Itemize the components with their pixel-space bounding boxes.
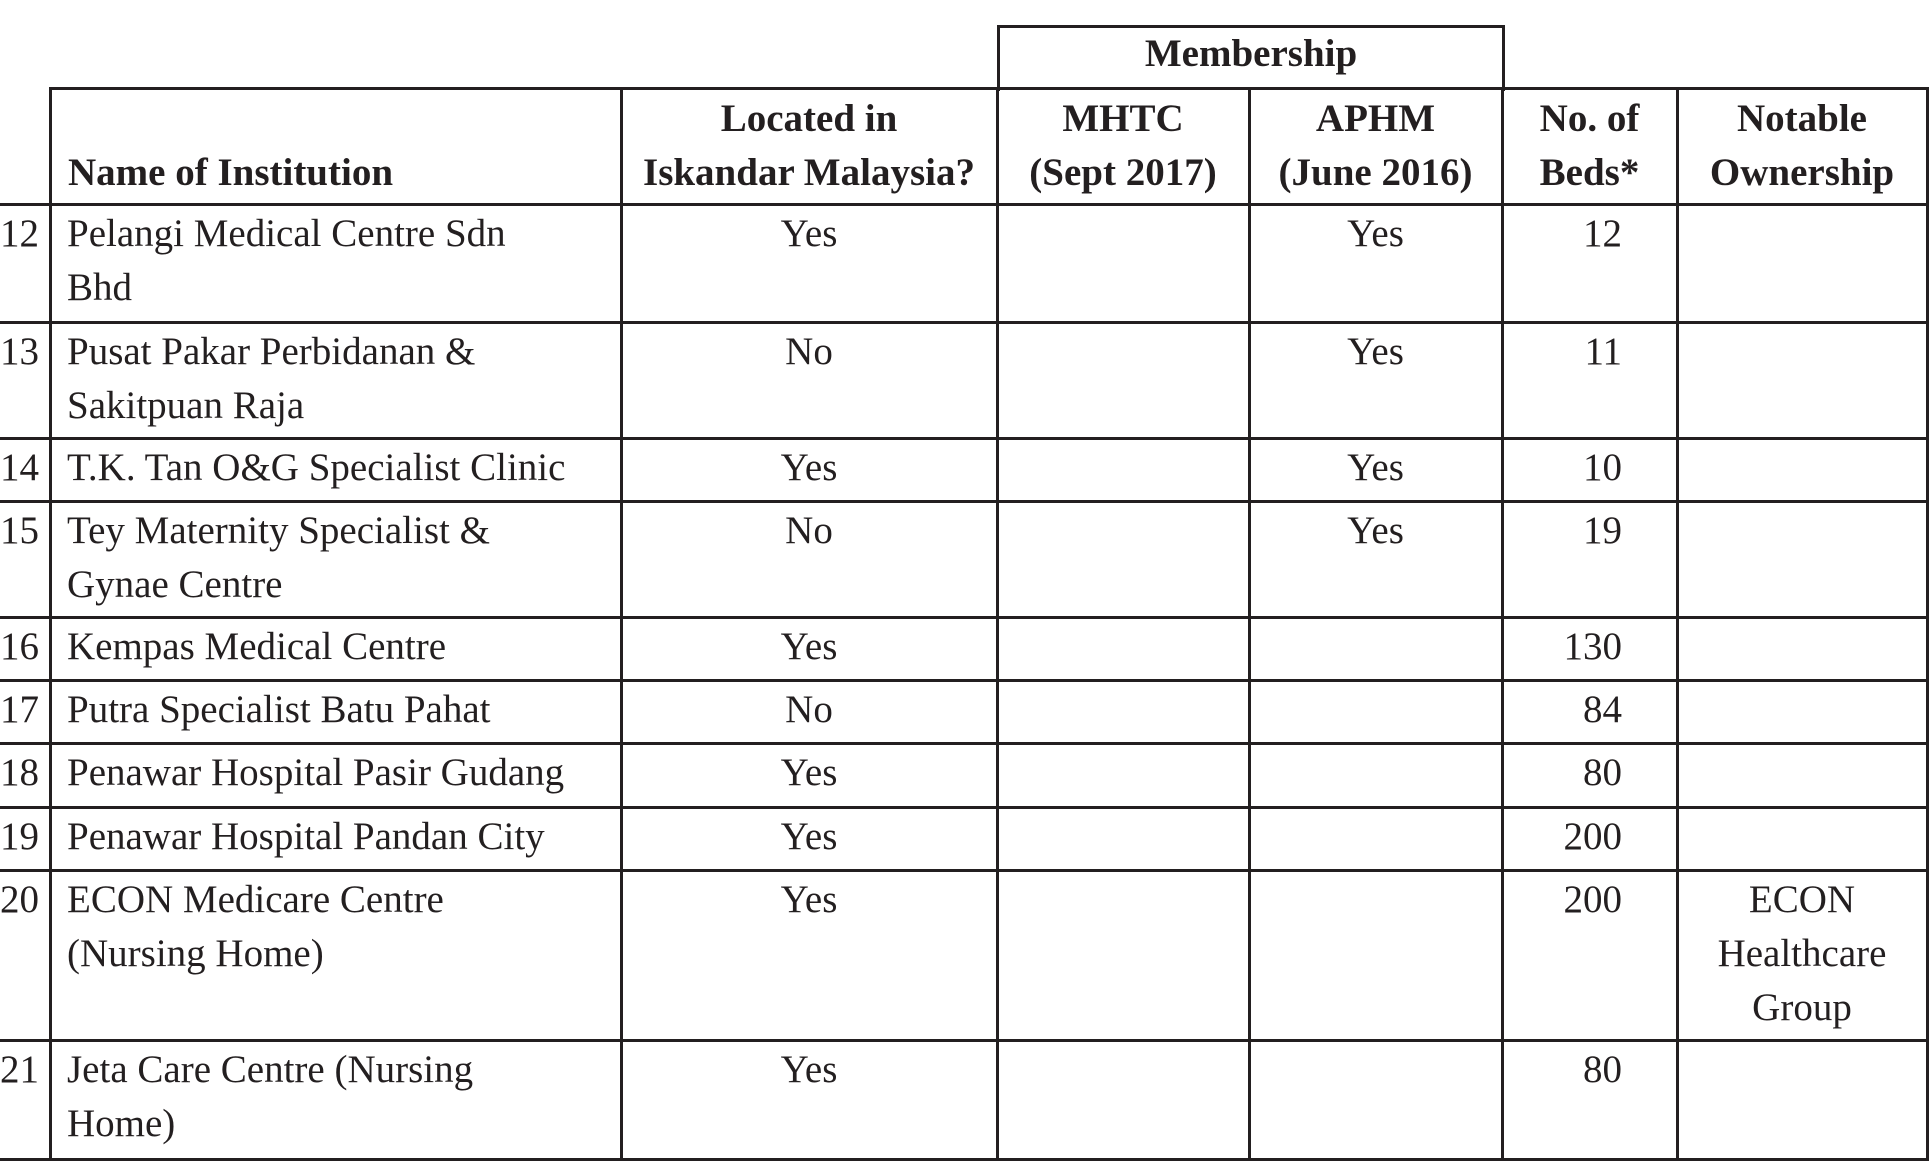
row-number: 14 xyxy=(0,446,39,489)
row-number: 21 xyxy=(0,1048,39,1091)
column-header-owner: Ownership xyxy=(1709,151,1895,194)
institution-name: Gynae Centre xyxy=(67,563,283,606)
cell-beds: 12 xyxy=(1583,212,1622,255)
column-header-beds: Beds* xyxy=(1539,151,1640,194)
column-header-aphm: APHM xyxy=(1315,97,1436,140)
row-number: 16 xyxy=(0,625,39,668)
institution-name: (Nursing Home) xyxy=(67,932,324,975)
row-number: 17 xyxy=(0,688,39,731)
institution-name: Jeta Care Centre (Nursing xyxy=(67,1048,474,1091)
table-row xyxy=(0,680,1929,743)
column-header-mhtc: (Sept 2017) xyxy=(1029,151,1217,194)
row-divider xyxy=(50,87,1929,90)
row-number: 20 xyxy=(0,878,39,921)
row-number: 18 xyxy=(0,751,39,794)
row-number: 13 xyxy=(0,330,39,373)
cell-beds: 84 xyxy=(1583,688,1622,731)
cell-iskandar: Yes xyxy=(780,815,838,858)
cell-beds: 80 xyxy=(1583,751,1622,794)
cell-iskandar: No xyxy=(785,509,833,552)
cell-beds: 11 xyxy=(1584,330,1622,373)
institution-name: Bhd xyxy=(67,266,133,309)
table-row xyxy=(0,204,1929,322)
cell-aphm: Yes xyxy=(1347,446,1404,489)
column-header-mhtc: MHTC xyxy=(1062,97,1184,140)
row-number: 15 xyxy=(0,509,39,552)
institution-name: Penawar Hospital Pasir Gudang xyxy=(67,751,565,794)
cell-owner: ECON xyxy=(1748,878,1856,921)
table-row xyxy=(0,807,1929,870)
column-header-iskandar: Located in xyxy=(720,97,898,140)
cell-beds: 19 xyxy=(1583,509,1622,552)
cell-owner: Healthcare xyxy=(1717,932,1887,975)
cell-beds: 10 xyxy=(1583,446,1622,489)
column-header-owner: Notable xyxy=(1737,97,1867,140)
table-row xyxy=(0,617,1929,680)
cell-aphm: Yes xyxy=(1347,509,1404,552)
cell-iskandar: No xyxy=(785,688,833,731)
cell-iskandar: Yes xyxy=(780,625,838,668)
institution-name: Sakitpuan Raja xyxy=(67,384,305,427)
institution-name: Penawar Hospital Pandan City xyxy=(67,815,545,858)
cell-beds: 80 xyxy=(1583,1048,1622,1091)
cell-iskandar: Yes xyxy=(780,1048,838,1091)
institution-name: Tey Maternity Specialist & xyxy=(67,509,490,552)
column-header-beds: No. of xyxy=(1539,97,1640,140)
table-row xyxy=(0,438,1929,501)
institution-name: ECON Medicare Centre xyxy=(67,878,444,921)
cell-beds: 130 xyxy=(1563,625,1622,668)
cell-iskandar: Yes xyxy=(780,878,838,921)
institution-name: T.K. Tan O&G Specialist Clinic xyxy=(67,446,566,489)
table-row xyxy=(0,1040,1929,1159)
row-number: 19 xyxy=(0,815,39,858)
row-number: 12 xyxy=(0,212,39,255)
column-header-aphm: (June 2016) xyxy=(1278,151,1473,194)
table-row xyxy=(0,743,1929,807)
column-header-name: Name of Institution xyxy=(68,151,394,194)
table-row xyxy=(0,501,1929,617)
institution-name: Kempas Medical Centre xyxy=(67,625,447,668)
cell-iskandar: Yes xyxy=(780,212,838,255)
cell-beds: 200 xyxy=(1563,815,1622,858)
cell-iskandar: Yes xyxy=(780,446,838,489)
cell-owner: Group xyxy=(1752,986,1852,1029)
table-row xyxy=(0,322,1929,438)
institution-name: Putra Specialist Batu Pahat xyxy=(67,688,491,731)
cell-iskandar: Yes xyxy=(780,751,838,794)
institution-name: Pelangi Medical Centre Sdn xyxy=(67,212,506,255)
membership-label: Membership xyxy=(1144,32,1358,75)
cell-aphm: Yes xyxy=(1347,212,1404,255)
institution-name: Home) xyxy=(67,1102,176,1145)
cell-beds: 200 xyxy=(1563,878,1622,921)
cell-aphm: Yes xyxy=(1347,330,1404,373)
cell-iskandar: No xyxy=(785,330,833,373)
column-header-iskandar: Iskandar Malaysia? xyxy=(643,151,975,194)
institution-name: Pusat Pakar Perbidanan & xyxy=(67,330,476,373)
table-row xyxy=(0,870,1929,1040)
